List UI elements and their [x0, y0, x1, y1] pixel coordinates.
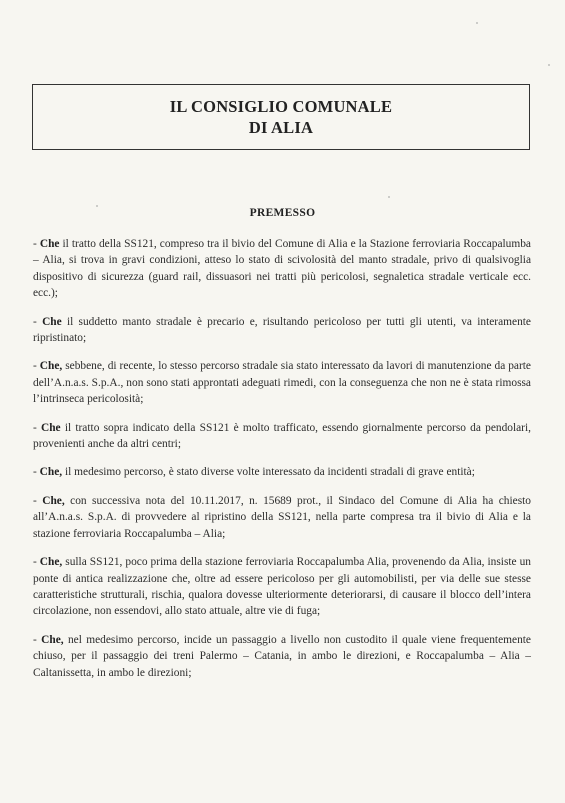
paragraph-text: il suddetto manto stradale è precario e, risultando pericoloso per tutti gli utenti, va interamente ripristinato; — [33, 315, 531, 345]
paragraph-7 — [33, 554, 531, 620]
bullet-dash: - — [33, 494, 43, 507]
paragraph-lead: Che — [41, 421, 61, 434]
paragraph-text: con successiva nota del 10.11.2017, n. 15689 prot., il Sindaco del Comune di Alia ha chiesto all’A.n.a.s. S.p.A. di provvedere al ripristino della SS121, nella parte compresa tra il bivio di Alia e la stazione ferroviaria Roccapalumba – Alia; — [33, 494, 531, 540]
section-heading: PREMESSO — [249, 207, 316, 219]
scan-speck — [476, 22, 478, 24]
paragraph-text: sebbene, di recente, lo stesso percorso stradale sia stato interessato da lavori di manutenzione da parte dell’A.n.a.s. S.p.A., non sono stati approntati adeguati rimedi, con la conseguenza che non ne è stata rimossa l’intrinseca pericolosità; — [33, 360, 531, 406]
paragraph-lead: Che, — [39, 360, 63, 373]
paragraph-1 — [33, 236, 531, 302]
bullet-dash: - — [33, 421, 41, 434]
paragraph-5 — [33, 464, 531, 480]
paragraph-3 — [33, 358, 531, 407]
paragraph-4 — [33, 420, 531, 453]
paragraph-lead: Che, — [41, 633, 64, 646]
bullet-dash: - — [33, 633, 42, 646]
paragraph-text: sulla SS121, poco prima della stazione ferroviaria Roccapalumba Alia, provenendo da Alia, insiste un ponte di antica realizzazione che, oltre ad essere pericoloso per gli automobilisti, per via delle sue stesse caratteristiche strutturali, rischia, qualora dovesse ulteriormente deteriorarsi, di causare il blocco dell’intera circolazione, non essendovi, allo stato attuale, altre vie di fuga; — [33, 556, 531, 618]
bullet-dash: - — [33, 556, 40, 569]
paragraph-text: il medesimo percorso, è stato diverse volte interessato da incidenti stradali di grave entità; — [62, 466, 475, 479]
paragraph-6 — [33, 493, 531, 542]
paragraph-2 — [33, 314, 531, 347]
paragraph-lead: Che, — [39, 556, 63, 569]
paragraph-lead: Che, — [42, 494, 65, 507]
scan-speck — [96, 205, 98, 207]
title-line-2: DI ALIA — [248, 118, 314, 137]
bullet-dash: - — [33, 238, 40, 250]
bullet-dash: - — [33, 466, 40, 479]
paragraph-lead: Che — [42, 315, 62, 328]
paragraph-text: il tratto della SS121, compreso tra il bivio del Comune di Alia e la Stazione ferroviaria Roccapalumba – Alia, si trova in gravi condizioni, atteso lo stato di scivolosità del manto stradale, privo di qualsivoglia dispositivo di sicurezza (guard rail, dissuasori nei tratti più pericolosi, segnaletica stradale verticale ecc. ecc.); — [33, 238, 531, 300]
paragraph-lead: Che — [39, 238, 60, 250]
bullet-dash: - — [33, 360, 40, 373]
scan-speck — [548, 64, 550, 66]
scan-speck — [388, 196, 390, 198]
paragraph-text: il tratto sopra indicato della SS121 è molto trafficato, essendo giornalmente percorso da pendolari, provenienti anche da altri centri; — [33, 421, 531, 451]
title-line-1: IL CONSIGLIO COMUNALE — [169, 97, 393, 116]
paragraph-8 — [33, 632, 531, 681]
paragraph-lead: Che, — [39, 466, 63, 479]
paragraph-text: nel medesimo percorso, incide un passaggio a livello non custodito il quale viene frequentemente chiuso, per il passaggio dei treni Palermo – Catania, in ambo le direzioni, e Roccapalumba – Alia – Caltanissetta, in ambo le direzioni; — [33, 633, 531, 679]
title-box — [32, 84, 530, 150]
bullet-dash: - — [33, 315, 43, 328]
document-body — [33, 236, 531, 693]
